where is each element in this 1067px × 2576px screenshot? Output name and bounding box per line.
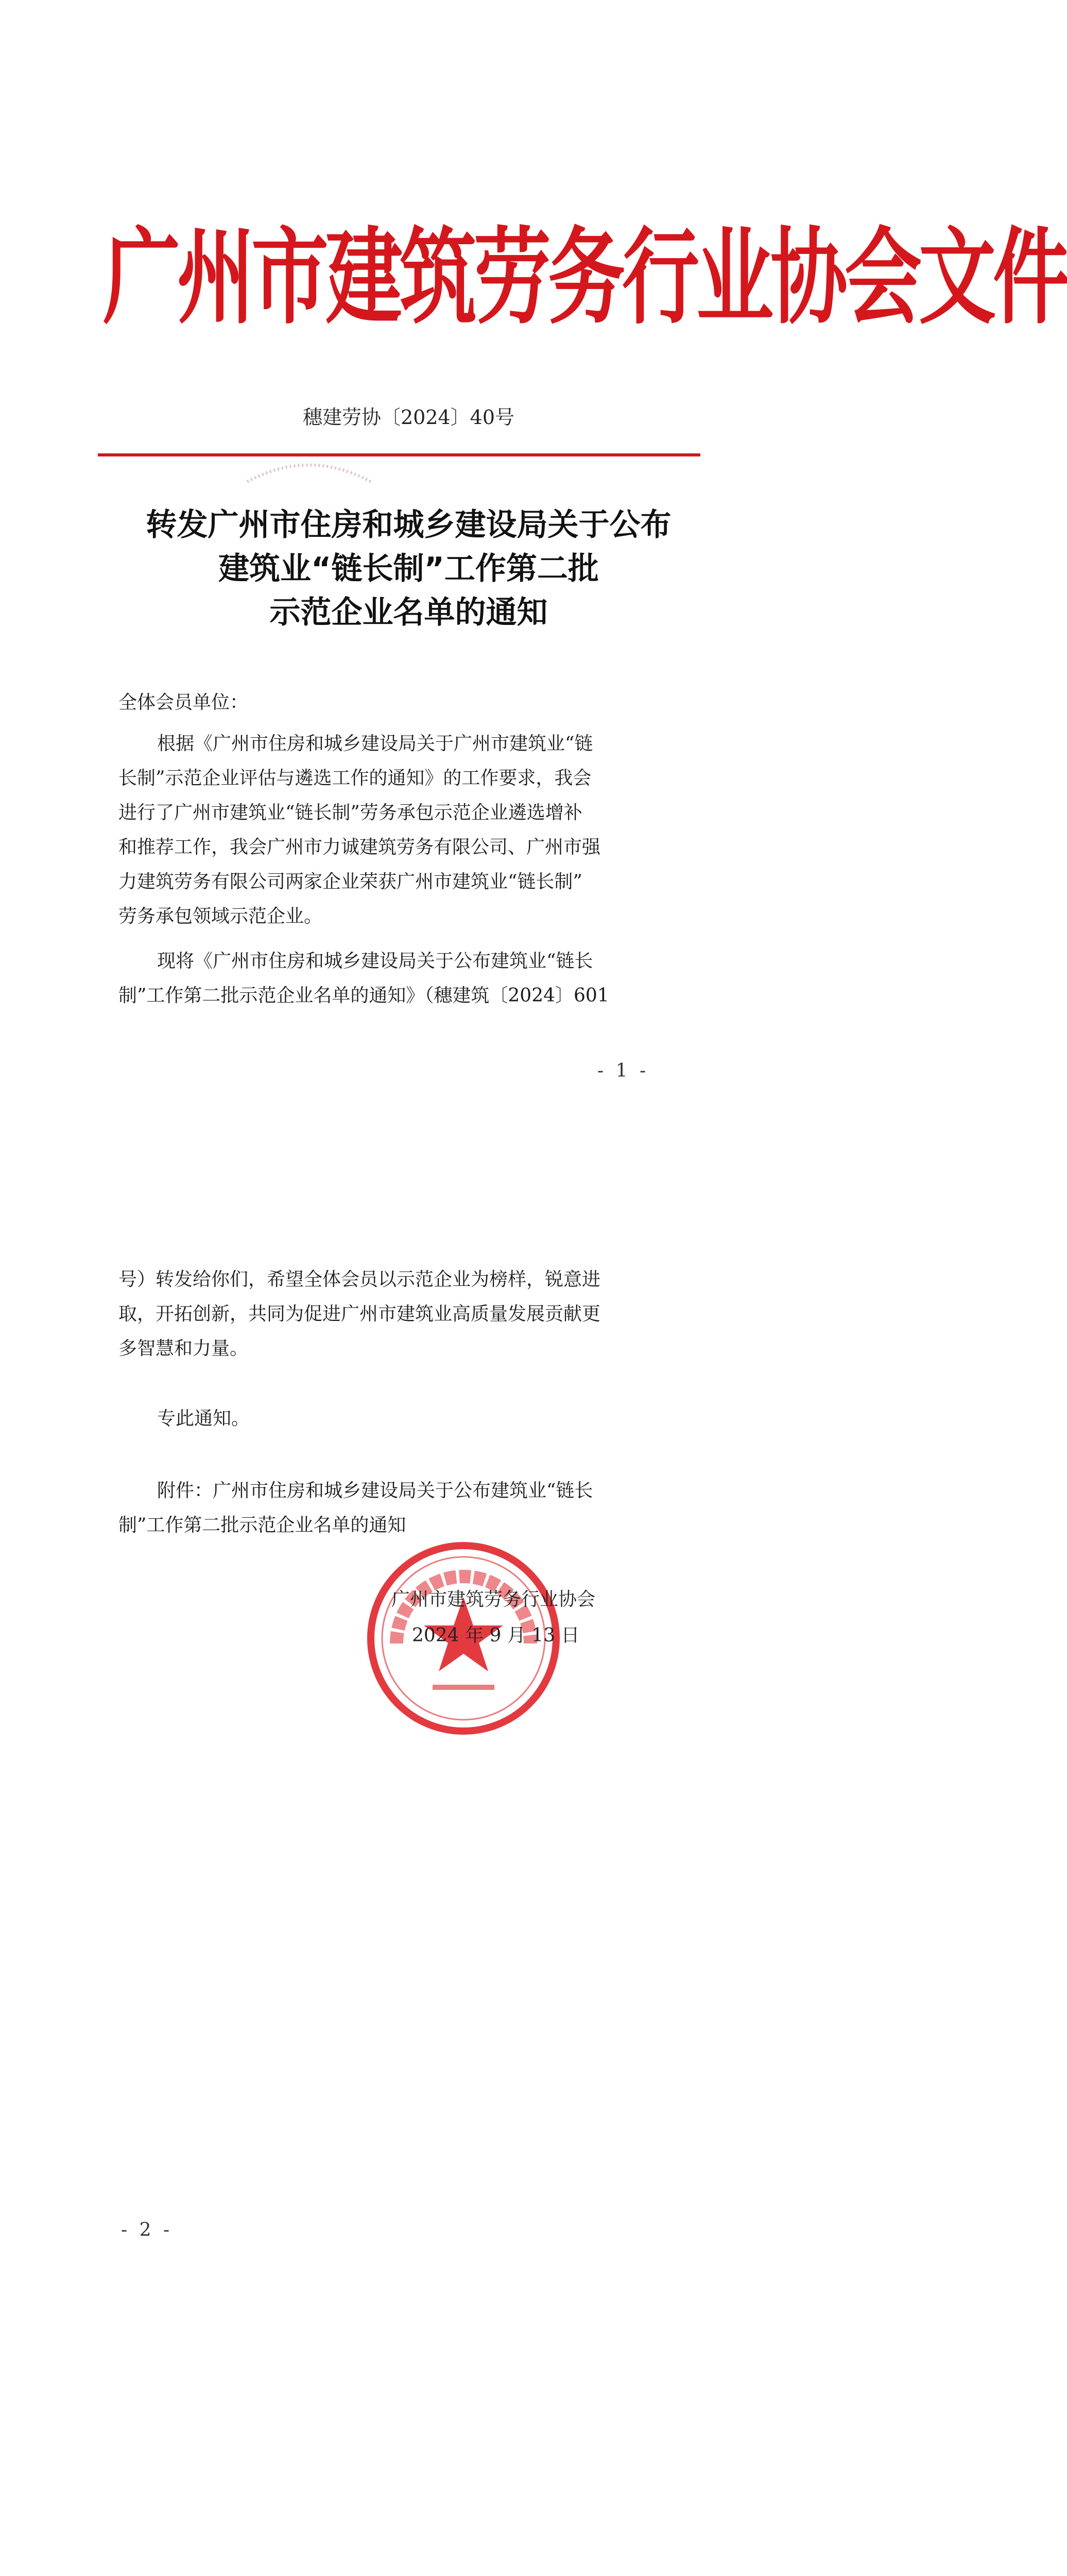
body-line: 多智慧和力量。 xyxy=(118,1338,249,1359)
body-line: 根据《广州市住房和城乡建设局关于广州市建筑业“链 xyxy=(157,733,593,754)
signature-date: 2024 年 9 月 13 日 xyxy=(412,1625,580,1646)
body-line: 号）转发给你们，希望全体会员以示范企业为榜样，锐意进 xyxy=(118,1269,601,1290)
notice-title-line-2: 建筑业“链长制”工作第二批 xyxy=(218,551,599,587)
notice-title-line-3: 示范企业名单的通知 xyxy=(269,595,548,631)
body-line: 现将《广州市住房和城乡建设局关于公布建筑业“链长 xyxy=(157,951,593,972)
attachment-line: 制”工作第二批示范企业名单的通知 xyxy=(118,1515,406,1536)
body-line: 和推荐工作，我会广州市力诚建筑劳务有限公司、广州市强 xyxy=(118,837,601,858)
body-line: 制”工作第二批示范企业名单的通知》（穗建筑〔2024〕601 xyxy=(118,985,609,1006)
seal-fragment-icon xyxy=(242,453,376,484)
red-divider-rule xyxy=(98,453,700,456)
notice-title-line-1: 转发广州市住房和城乡建设局关于公布 xyxy=(146,507,672,543)
masthead-title: 广州市建筑劳务行业协会文件 xyxy=(103,216,1067,339)
page-number: - 2 - xyxy=(121,2219,173,2241)
notice-closing: 专此通知。 xyxy=(157,1408,250,1429)
body-line: 劳务承包领域示范企业。 xyxy=(118,906,323,927)
signature-organization: 广州市建筑劳务行业协会 xyxy=(391,1589,596,1610)
salutation: 全体会员单位： xyxy=(118,692,249,713)
body-line: 进行了广州市建筑业“链长制”劳务承包示范企业遴选增补 xyxy=(118,802,582,823)
body-line: 取，开拓创新，共同为促进广州市建筑业高质量发展贡献更 xyxy=(118,1303,601,1325)
body-line: 力建筑劳务有限公司两家企业荣获广州市建筑业“链长制” xyxy=(118,871,582,892)
body-line: 长制”示范企业评估与遴选工作的通知》的工作要求，我会 xyxy=(118,768,592,789)
attachment-line: 附件：广州市住房和城乡建设局关于公布建筑业“链长 xyxy=(157,1480,593,1501)
page-number: - 1 - xyxy=(597,1060,649,1081)
document-number: 穗建劳协〔2024〕40号 xyxy=(302,406,515,429)
